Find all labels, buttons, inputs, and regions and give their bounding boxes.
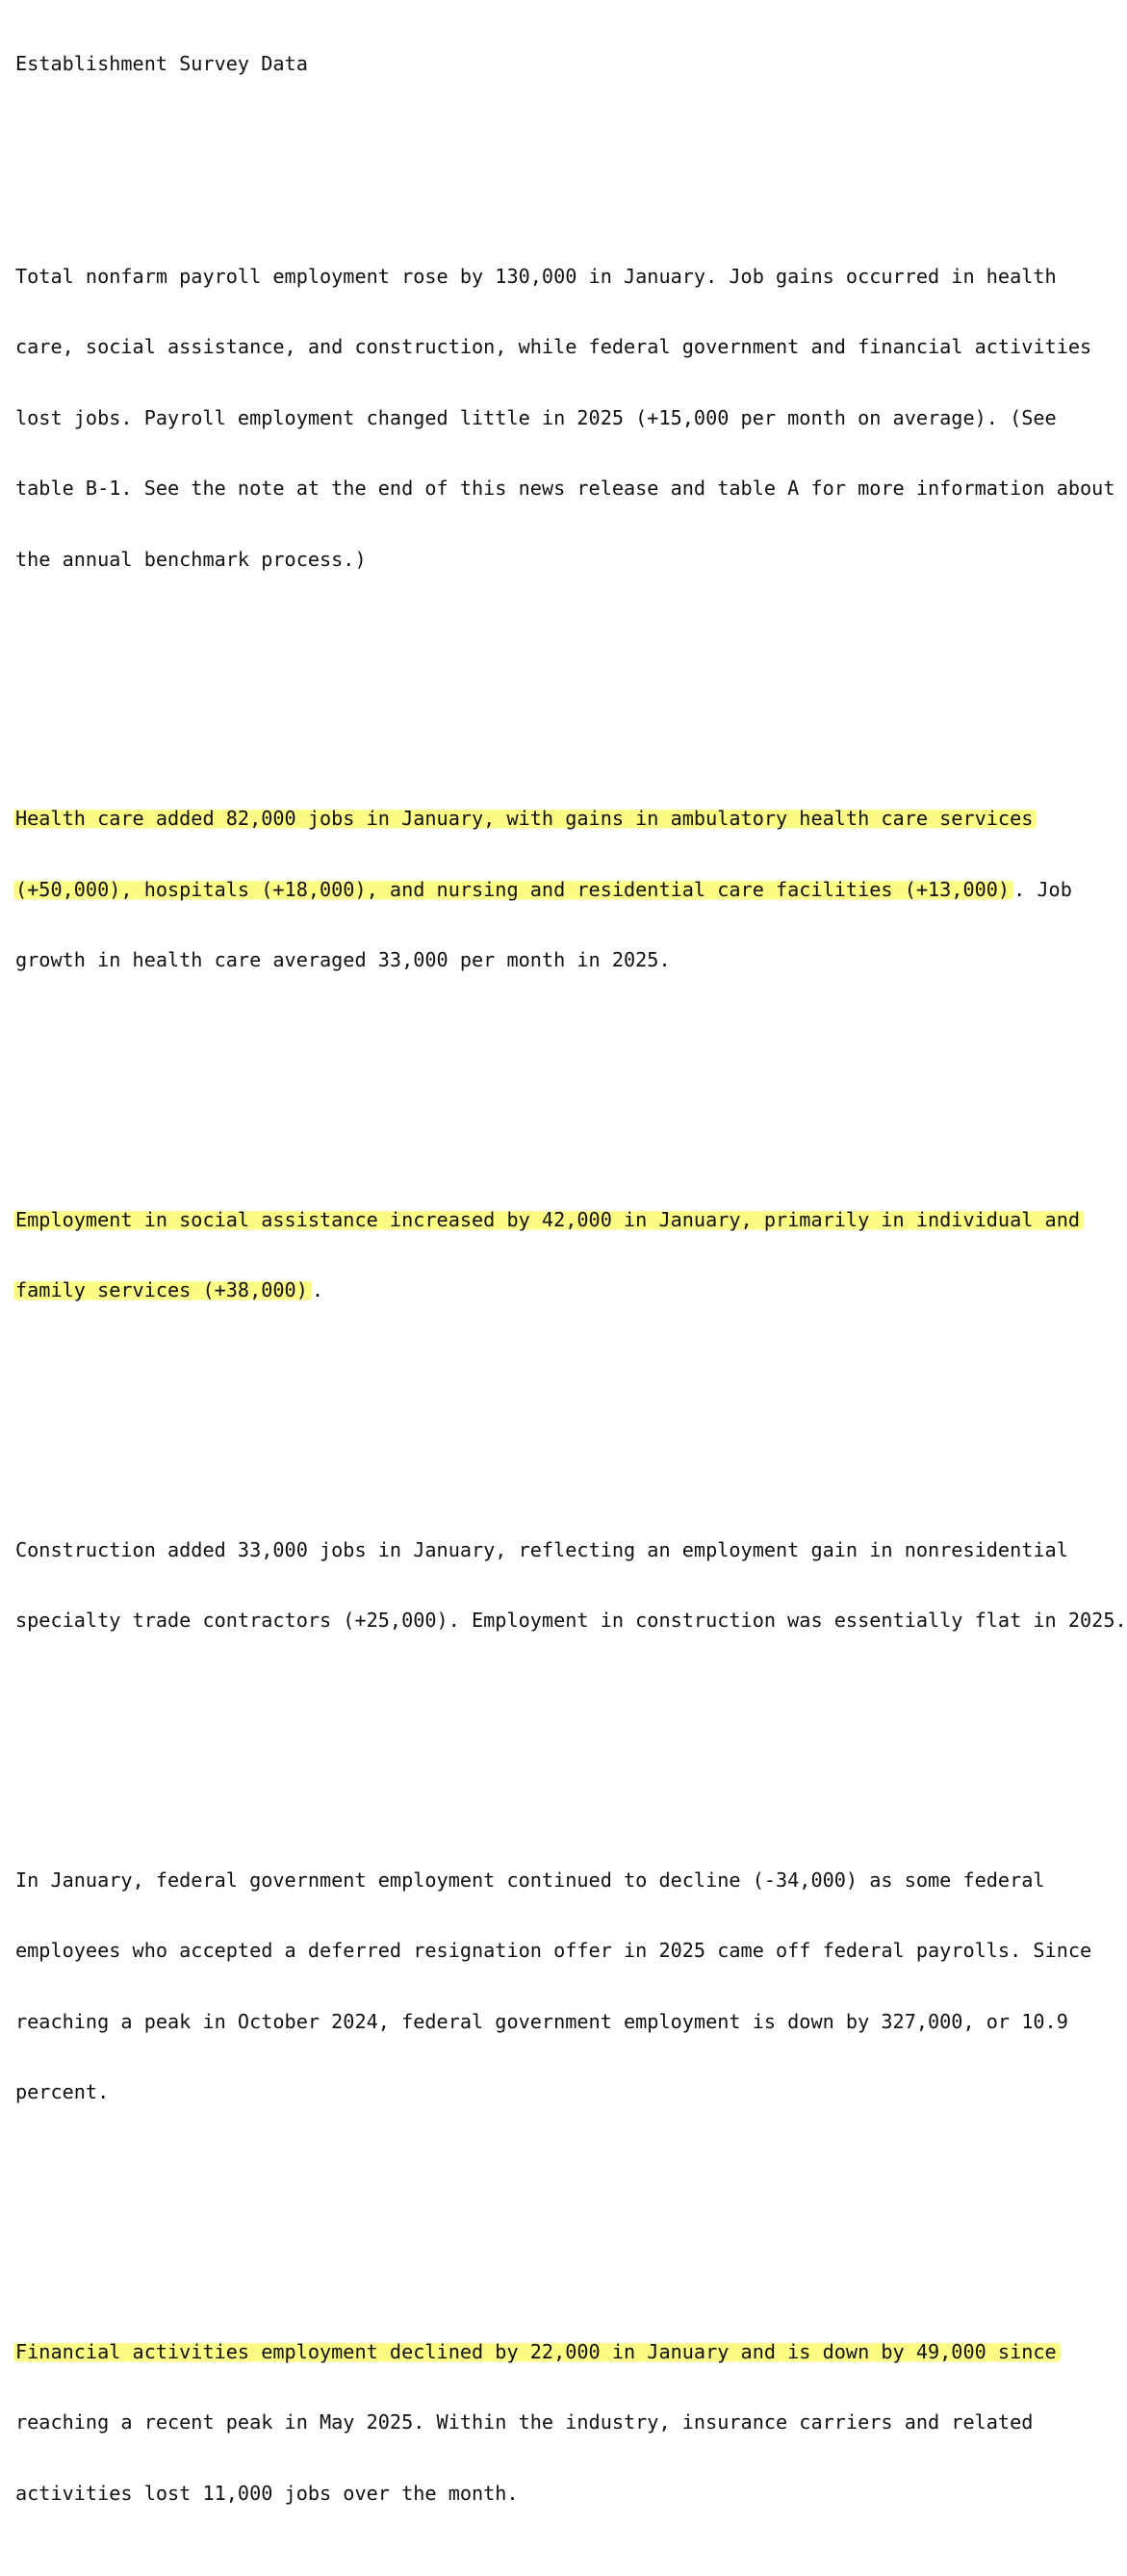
text-line: In January, federal government employment continued to decline (-34,000) as some federal: [15, 1868, 1045, 1892]
plain-text: .: [311, 1278, 324, 1301]
text-line: [15, 2340, 1115, 2364]
spacer: [15, 1067, 1115, 1091]
highlighted-text: family services (+38,000): [13, 1278, 312, 1301]
text-line: percent.: [15, 2080, 110, 2103]
highlighted-text: Employment in social assistance increased by 42,000 in January, primarily in individual and: [13, 1208, 1084, 1231]
document: [15, 5, 1127, 2576]
paragraph-payroll-summary: [15, 218, 1115, 619]
text-line: activities lost 11,000 jobs over the month.: [15, 2481, 519, 2505]
text-line: [15, 1278, 1115, 1302]
spacer: [15, 2199, 1115, 2223]
paragraph-health-care: [15, 760, 1115, 1019]
highlighted-text: Health care added 82,000 jobs in January, with gains in ambulatory health care services: [13, 807, 1037, 830]
spacer: [15, 1727, 1115, 1751]
text-line: [15, 878, 1115, 902]
text-line: employees who accepted a deferred resignation offer in 2025 came off federal payrolls. Since: [15, 1939, 1092, 1962]
text-line: reaching a peak in October 2024, federal government employment is down by 327,000, or 10.9: [15, 2009, 1068, 2033]
paragraph-financial-activities: [15, 2293, 1115, 2553]
highlighted-text: Financial activities employment declined by 22,000 in January and is down by 49,000 since: [13, 2340, 1061, 2363]
text-line: reaching a recent peak in May 2025. Within the industry, insurance carriers and related: [15, 2410, 1034, 2434]
text-line: [15, 1208, 1115, 1232]
text-line: specialty trade contractors (+25,000). Employment in construction was essentially flat in 2025.: [15, 1609, 1127, 1632]
text-line: [15, 807, 1115, 831]
paragraph-federal-government: [15, 1821, 1115, 2151]
plain-text: . Job: [1013, 877, 1072, 901]
text-line: care, social assistance, and construction, while federal government and financial activities: [15, 335, 1092, 358]
spacer: [15, 665, 1115, 689]
text-line: lost jobs. Payroll employment changed little in 2025 (+15,000 per month on average). (See: [15, 405, 1057, 429]
text-line: Construction added 33,000 jobs in January, reflecting an employment gain in nonresidential: [15, 1537, 1068, 1561]
document-title: Establishment Survey Data: [15, 52, 308, 75]
paragraph-construction: [15, 1491, 1127, 1680]
text-line: the annual benchmark process.): [15, 547, 367, 571]
text-line: growth in health care averaged 33,000 per month in 2025.: [15, 948, 671, 971]
text-line: Total nonfarm payroll employment rose by 130,000 in January. Job gains occurred in health: [15, 264, 1057, 288]
spacer: [15, 1397, 1115, 1421]
text-line: table B-1. See the note at the end of this news release and table A for more information about: [15, 477, 1115, 500]
paragraph-social-assistance: [15, 1161, 1115, 1350]
spacer: [15, 123, 1115, 147]
highlighted-text: (+50,000), hospitals (+18,000), and nursing and residential care facilities (+13,000): [13, 878, 1013, 901]
